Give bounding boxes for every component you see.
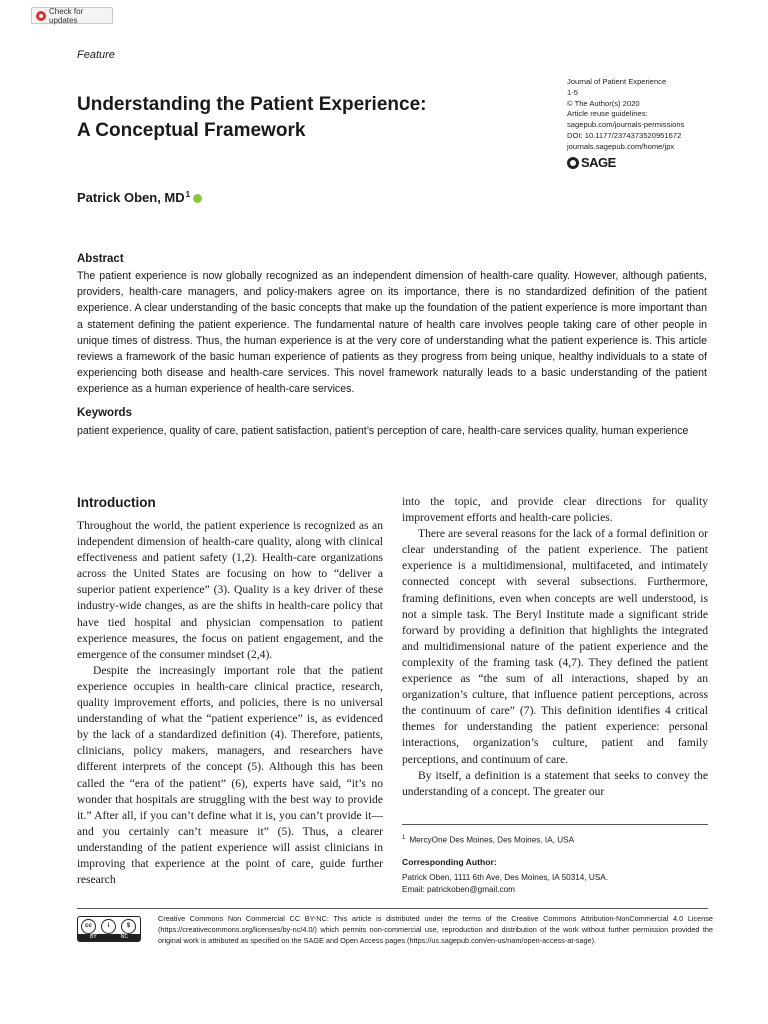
non-commercial-icon: $ — [121, 919, 136, 934]
affiliation-footnote — [402, 833, 574, 846]
journal-name: Journal of Patient Experience — [567, 77, 667, 86]
publisher-logo — [567, 155, 616, 170]
publisher-name: SAGE — [581, 155, 616, 170]
body-paragraph: There are several reasons for the lack of a formal definition or clear understanding of the patient experience. The patient experience is a multidimensional, multifaceted, and intimately connected concept with several subsections. Furthermore, framing definitions, even when concepts are well understood, is not a simple task. The Beryl Institute made a significant stride forward by providing a definition that highlights the integrated and multidimensional nature of the patient experience and the complexity of the framing task (4,7). They defined the patient experience as “the sum of all interactions, shaped by an organization’s culture, that influence patient perceptions, across the continuum of care” (7). This definition identifies 4 critical themes for understanding the patient experience: personal interactions, organization’s culture, patient and family perceptions, and continuum of care. — [402, 527, 708, 766]
creative-commons-logo — [77, 916, 141, 942]
footnote-text: MercyOne Des Moines, Des Moines, IA, USA — [409, 835, 575, 845]
sage-logo-icon — [567, 157, 579, 169]
corresponding-author-heading: Corresponding Author: — [402, 857, 497, 867]
footnote-mark: 1 — [402, 835, 406, 841]
body-paragraph: Despite the increasingly important role that the patient experience occupies in health-care clinical practice, research, quality improvement efforts, and policies, there is no universal understanding of what the “patient experience” is, as evidenced by the lack of a standardized definition (4). Therefore, patients, clinicians, policy makers, managers, and researchers have different interprets of the concept (5). Although this has been called the “era of the patient” (6), experts have said, “it’s no wonder that hospitals are struggling with the best way to provide it.” After all, if you can’t define what it is, you can’t provide it—and you certainly can’t measure it” (5). Thus, a clearer understanding of the patient experience will assist clinicians in improving that experience at the point of care, guide further research — [77, 663, 383, 887]
corresponding-address: Patrick Oben, 1111 6th Ave, Des Moines, IA 50314, USA. — [402, 873, 609, 882]
page-range: 1-5 — [567, 87, 578, 97]
doi-link[interactable]: DOI: 10.1177/2374373520951672 — [567, 130, 682, 140]
license-divider — [77, 908, 708, 909]
attribution-icon: i — [101, 919, 116, 934]
title-line: Understanding the Patient Experience: — [77, 94, 427, 115]
journal-home-link[interactable]: journals.sagepub.com/home/jpx — [567, 141, 675, 151]
body-paragraph: into the topic, and provide clear directions for quality improvement efforts and health-care policies. — [402, 495, 708, 525]
keywords-text: patient experience, quality of care, patient satisfaction, patient’s perception of care, health-care services quality, human experience — [77, 425, 689, 437]
left-column — [77, 518, 383, 888]
abstract-heading: Abstract — [77, 253, 124, 265]
license-text: Creative Commons Non Commercial CC BY-NC: This article is distributed under the terms of the Creative Commons Attribution-NonCommercial 4.0 License (https://creativecommons.org/licenses/by-nc/4.0/) which permits non-commercial use, reproduction and distribution of the work without further permission provided the original work is attributed as specified on the SAGE and Open Access pages (https://us.sagepub.com/en-us/nam/open-access-at-sage). — [158, 914, 713, 945]
body-paragraph: By itself, a definition is a statement that seeks to convey the understanding of a concept. The greater our — [402, 768, 708, 798]
author-line — [77, 190, 202, 205]
author-name: Patrick Oben, MD — [77, 190, 185, 205]
reuse-label: Article reuse guidelines: — [567, 109, 648, 119]
right-column — [402, 494, 708, 800]
article-title — [77, 92, 517, 144]
affiliation-mark: 1 — [185, 190, 191, 199]
abstract-text: The patient experience is now globally recognized as an independent dimension of health-care quality. However, although patients, providers, health-care managers, and policy-makers agree on its importance, there is no standardized definition of the patient experience. A clear understanding of the basic concepts that make up the foundation of the patient experience is more important than a statement defining the patient experience. The fundamental nature of health care involves people taking care of other people in unique times of distress. Thus, the human experience is at the very core of understanding what the patient experience is. This article reviews a framework of the basic human experience of patients as they progress from being unique, healthy individuals to a state of experiencing both disease and health-care services. This novel framework naturally leads to a basic understanding of the patient experience as a human experience of health-care services. — [77, 270, 707, 396]
copyright: © The Author(s) 2020 — [567, 98, 640, 108]
footnote-divider — [402, 824, 708, 825]
cc-label-strip — [78, 934, 140, 941]
orcid-icon[interactable] — [193, 194, 202, 203]
check-for-updates-label: Check for updates — [49, 6, 84, 25]
title-line: A Conceptual Framework — [77, 120, 306, 141]
cc-by-label: BY — [90, 934, 97, 940]
permissions-link[interactable]: sagepub.com/journals-permissions — [567, 120, 685, 130]
body-paragraph: Throughout the world, the patient experience is recognized as an independent dimension of health-care quality, along with clinical effectiveness and patient safety (1,2). Health-care organizations across the United States are focusing on how to “deliver a superior patient experience” (3). Quality is a key driver of these industry-wide changes, as are the shifts in health-care policy that have tied hospital and physician compensation to patient experience measures, the focus on patient engagement, and the emergence of the consumer mindset (2,4). — [77, 519, 383, 661]
crossmark-icon — [36, 11, 46, 21]
corresponding-email[interactable]: Email: patrickoben@gmail.com — [402, 885, 515, 894]
cc-icon: cc — [81, 919, 96, 934]
cc-nc-label: NC — [120, 934, 128, 940]
check-for-updates-badge[interactable] — [31, 7, 113, 24]
section-label: Feature — [77, 49, 115, 61]
journal-meta — [567, 77, 737, 153]
introduction-heading: Introduction — [77, 495, 156, 510]
keywords-heading: Keywords — [77, 407, 132, 419]
